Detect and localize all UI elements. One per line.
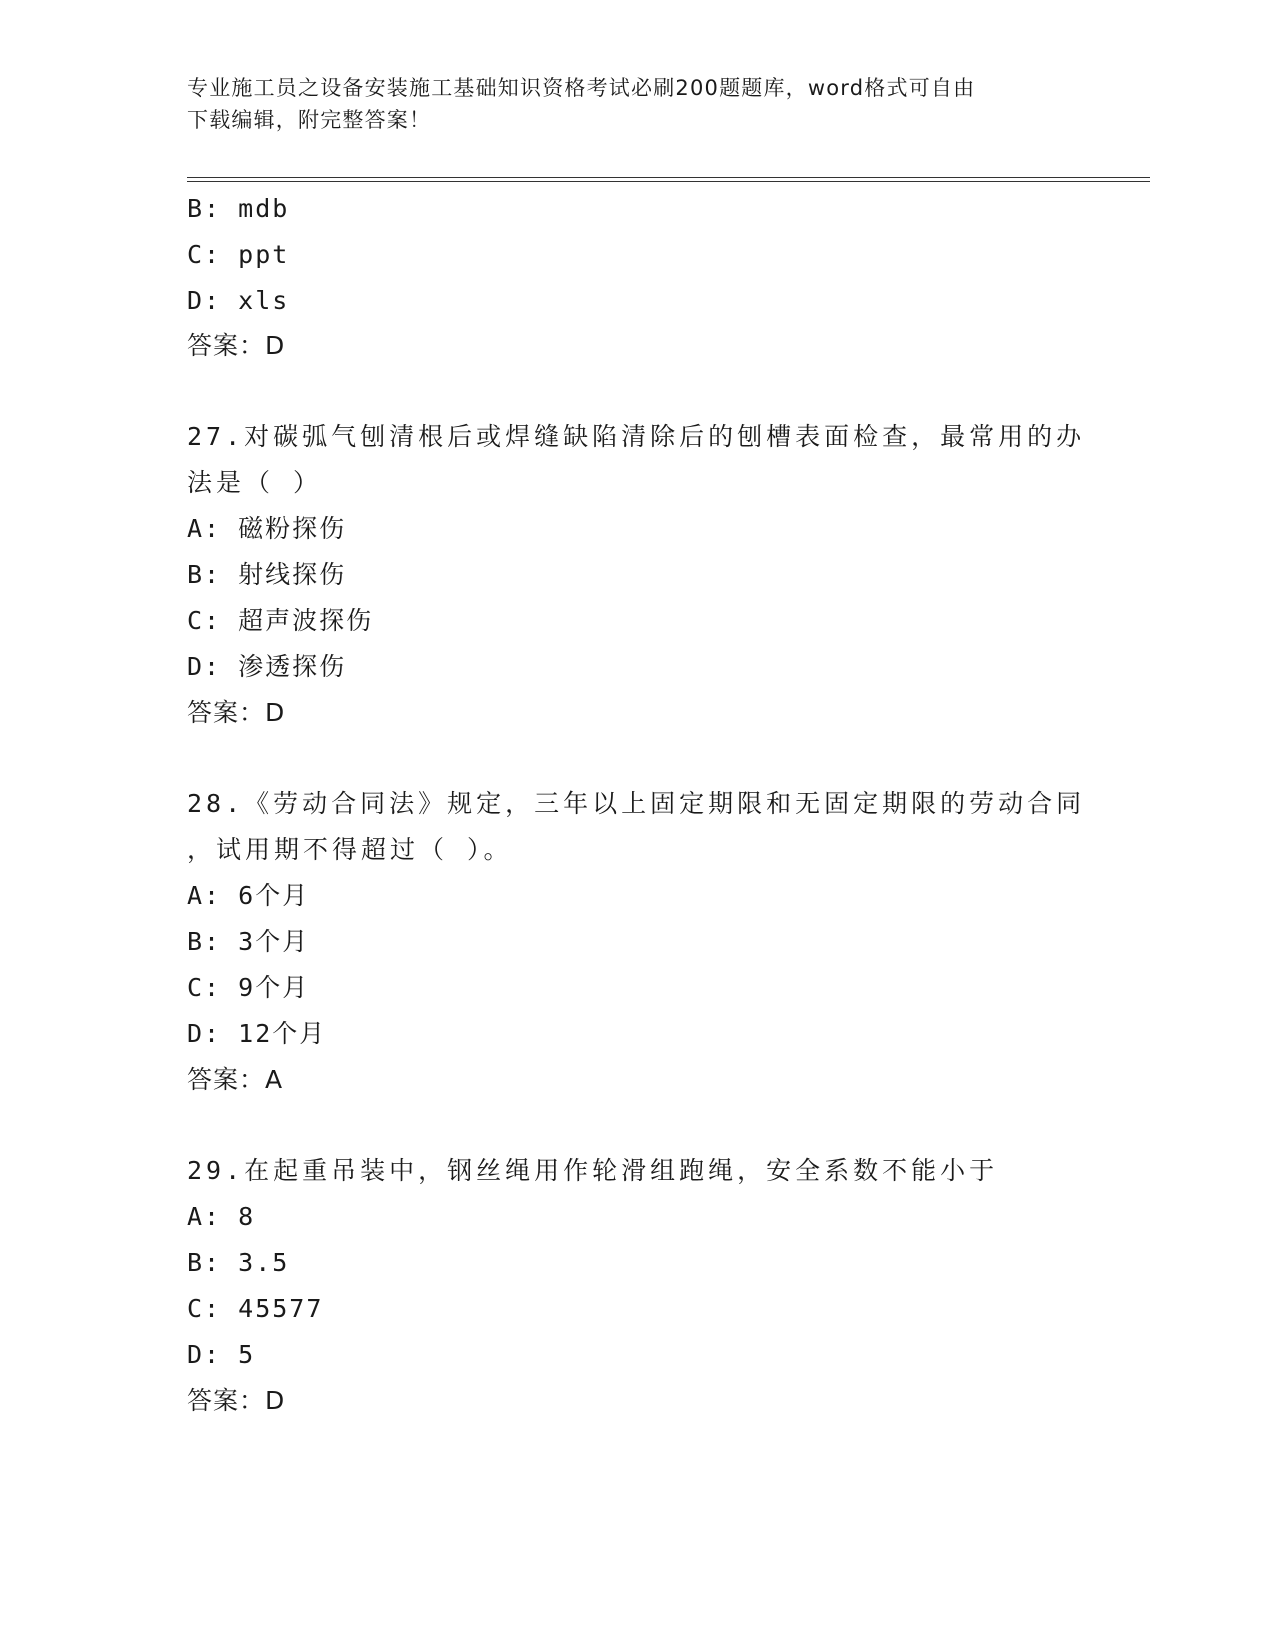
option-d: D: 12个月 bbox=[187, 1019, 327, 1048]
question-text-line-2: ，试用期不得超过（ ）。 bbox=[187, 835, 513, 864]
question-text-line-2: 法是（ ） bbox=[187, 468, 323, 497]
option-c: C: 超声波探伤 bbox=[187, 606, 374, 635]
option-b: B: mdb bbox=[187, 194, 290, 223]
answer-label: 答案：D bbox=[187, 331, 286, 360]
answer-label: 答案：D bbox=[187, 1386, 286, 1415]
option-a: A: 磁粉探伤 bbox=[187, 514, 347, 543]
option-c: C: 45577 bbox=[187, 1294, 324, 1323]
option-c: C: ppt bbox=[187, 240, 290, 269]
header-divider-top bbox=[187, 177, 1150, 178]
option-a: A: 6个月 bbox=[187, 881, 310, 910]
option-b: B: 3个月 bbox=[187, 927, 310, 956]
question-text-line-1: 29.在起重吊装中，钢丝绳用作轮滑组跑绳，安全系数不能小于 bbox=[187, 1156, 999, 1185]
header-line-1: 专业施工员之设备安装施工基础知识资格考试必刷200题题库，word格式可自由 bbox=[187, 76, 976, 100]
option-a: A: 8 bbox=[187, 1202, 256, 1231]
answer-label: 答案：A bbox=[187, 1065, 284, 1094]
document-header bbox=[187, 72, 1087, 136]
question-text-line-1: 27.对碳弧气刨清根后或焊缝缺陷清除后的刨槽表面检查，最常用的办 bbox=[187, 422, 1086, 451]
header-divider-bottom bbox=[187, 181, 1150, 182]
question-text-line-1: 28.《劳动合同法》规定，三年以上固定期限和无固定期限的劳动合同 bbox=[187, 789, 1086, 818]
option-d: D: 5 bbox=[187, 1340, 256, 1369]
option-d: D: 渗透探伤 bbox=[187, 652, 347, 681]
answer-label: 答案：D bbox=[187, 698, 286, 727]
option-b: B: 3.5 bbox=[187, 1248, 290, 1277]
option-c: C: 9个月 bbox=[187, 973, 310, 1002]
option-b: B: 射线探伤 bbox=[187, 560, 347, 589]
option-d: D: xls bbox=[187, 286, 290, 315]
header-line-2: 下载编辑，附完整答案！ bbox=[187, 108, 432, 132]
